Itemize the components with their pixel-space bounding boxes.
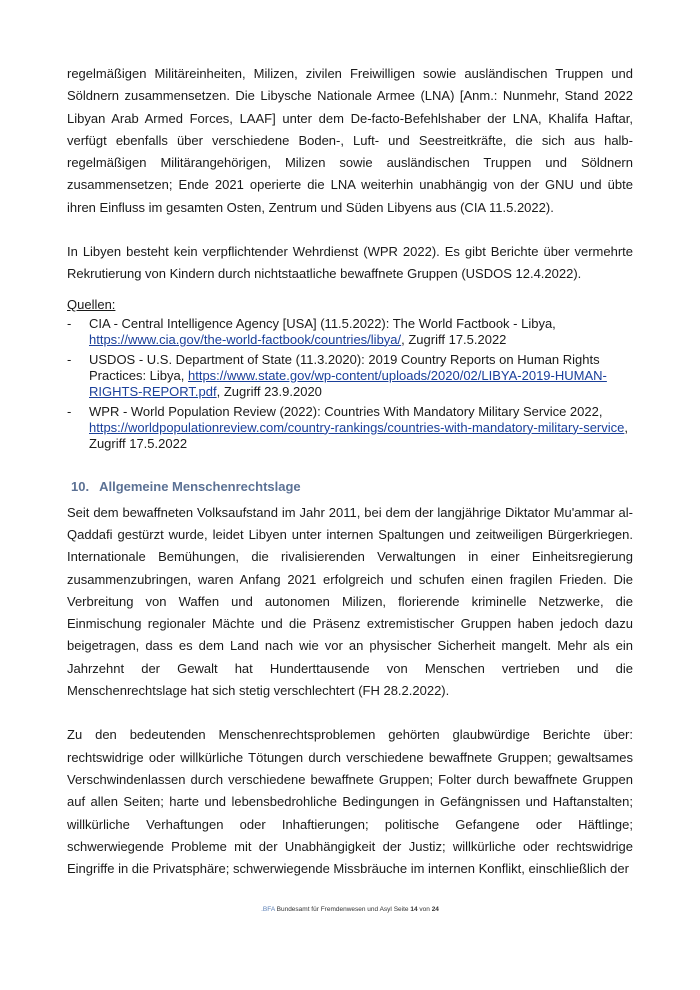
footer-page-total: 24 xyxy=(431,906,439,913)
source-access-date: , Zugriff 23.9.2020 xyxy=(216,383,322,399)
source-item-cia xyxy=(67,316,633,348)
source-text: USDOS - U.S. Department of State (11.3.2020): 2019 Country Reports on Human Rights Practices: Libya, xyxy=(89,351,600,383)
footer-page-label: Seite xyxy=(393,906,409,913)
paragraph-military-forces: regelmäßigen Militäreinheiten, Milizen, zivilen Freiwilligen sowie ausländischen Truppen und Söldnern zusammensetzen. Die Libysche Nationale Armee (LNA) [Anm.: Nunmehr, Stand 2022 Libyan Arab Armed Forces, LAAF] unter dem De-facto-Befehlshaber der LNA, Khalifa Haftar, verfügt ebenfalls über verschiedene Boden-, Luft- und Seestreitkräfte, die sich aus halb-regelmäßigen Militärangehörigen, Milizen sowie ausländischen Truppen und Söldnern zusammensetzen; Ende 2021 operierte die LNA weiterhin unabhängig von der GNU und übte ihren Einfluss im gesamten Osten, Zentrum und Süden Libyens aus (CIA 11.5.2022). xyxy=(67,66,633,215)
paragraph-human-rights-overview: Seit dem bewaffneten Volksaufstand im Jahr 2011, bei dem der langjährige Diktator Mu'ammar al-Qaddafi gestürzt wurde, leidet Libyen unter internen Spaltungen und zeitweiligen Bürgerkriegen. Internationale Bemühungen, die rivalisierenden Verwaltungen in einer Einheitsregierung zusammenzubringen, waren Anfang 2021 erfolgreich und schufen einen fragilen Frieden. Die Verbreitung von Waffen und autonomen Milizen, florierende kriminelle Netzwerke, die Einmischung regionaler Mächte und die Präsenz extremistischer Gruppen haben jedoch dazu beigetragen, dass es dem Land nach wie vor an physischer Sicherheit mangelt. Mehr als ein Jahrzehnt der Gewalt hat Hunderttausende von Menschen vertrieben und die Menschenrechtslage hat sich stetig verschlechtert (FH 28.2.2022). xyxy=(67,504,633,699)
page-content xyxy=(67,63,633,880)
source-item-wpr xyxy=(67,404,633,452)
source-link-usdos[interactable]: https://www.state.gov/wp-content/uploads/2020/02/LIBYA-2019-HUMAN-RIGHTS-REPORT.pdf xyxy=(89,367,607,399)
sources-heading: Quellen: xyxy=(67,296,116,312)
section-heading xyxy=(67,476,633,498)
source-link-cia[interactable]: https://www.cia.gov/the-world-factbook/countries/libya/ xyxy=(89,331,402,347)
page-footer xyxy=(0,906,700,913)
list-bullet: - xyxy=(67,351,72,367)
footer-org: Bundesamt für Fremdenwesen und Asyl xyxy=(276,906,392,913)
source-item-usdos xyxy=(67,352,633,400)
list-bullet: - xyxy=(67,403,72,419)
section-title: Allgemeine Menschenrechtslage xyxy=(99,478,301,494)
source-text: WPR - World Population Review (2022): Countries With Mandatory Military Service 2022, xyxy=(89,403,603,419)
source-access-date: , Zugriff 17.5.2022 xyxy=(89,419,628,451)
paragraph-human-rights-problems: Zu den bedeutenden Menschenrechtsproblemen gehörten glaubwürdige Berichte über: rechtswidrige oder willkürliche Tötungen durch verschiedene bewaffnete Gruppen; gewaltsames Verschwindenlassen durch verschiedene bewaffnete Gruppen; Folter durch bewaffnete Gruppen auf allen Seiten; harte und lebensbedrohliche Bedingungen in Gefängnissen und Haftanstalten; willkürliche Verhaftungen oder Inhaftierungen; politische Gefangene oder Häftlinge; schwerwiegende Probleme mit der Unabhängigkeit der Justiz; willkürliche oder rechtswidrige Eingriffe in die Privatsphäre; schwerwiegende Missbräuche im internen Konflikt, einschließlich der xyxy=(67,727,633,877)
paragraph-military-service: In Libyen besteht kein verpflichtender Wehrdienst (WPR 2022). Es gibt Berichte über vermehrte Rekrutierung von Kindern durch nichtstaatliche bewaffnete Gruppen (USDOS 12.4.2022). xyxy=(67,244,633,282)
bfa-logo: .BFA xyxy=(261,906,275,913)
footer-page-current: 14 xyxy=(410,906,418,913)
footer-page-sep: von xyxy=(419,906,430,913)
list-bullet: - xyxy=(67,315,72,331)
sources-list xyxy=(67,316,633,452)
source-link-wpr[interactable]: https://worldpopulationreview.com/country-rankings/countries-with-mandatory-military-service xyxy=(89,419,625,435)
source-access-date: , Zugriff 17.5.2022 xyxy=(401,331,507,347)
section-number: 10. xyxy=(71,478,90,494)
source-text: CIA - Central Intelligence Agency [USA] (11.5.2022): The World Factbook - Libya, xyxy=(89,315,556,331)
